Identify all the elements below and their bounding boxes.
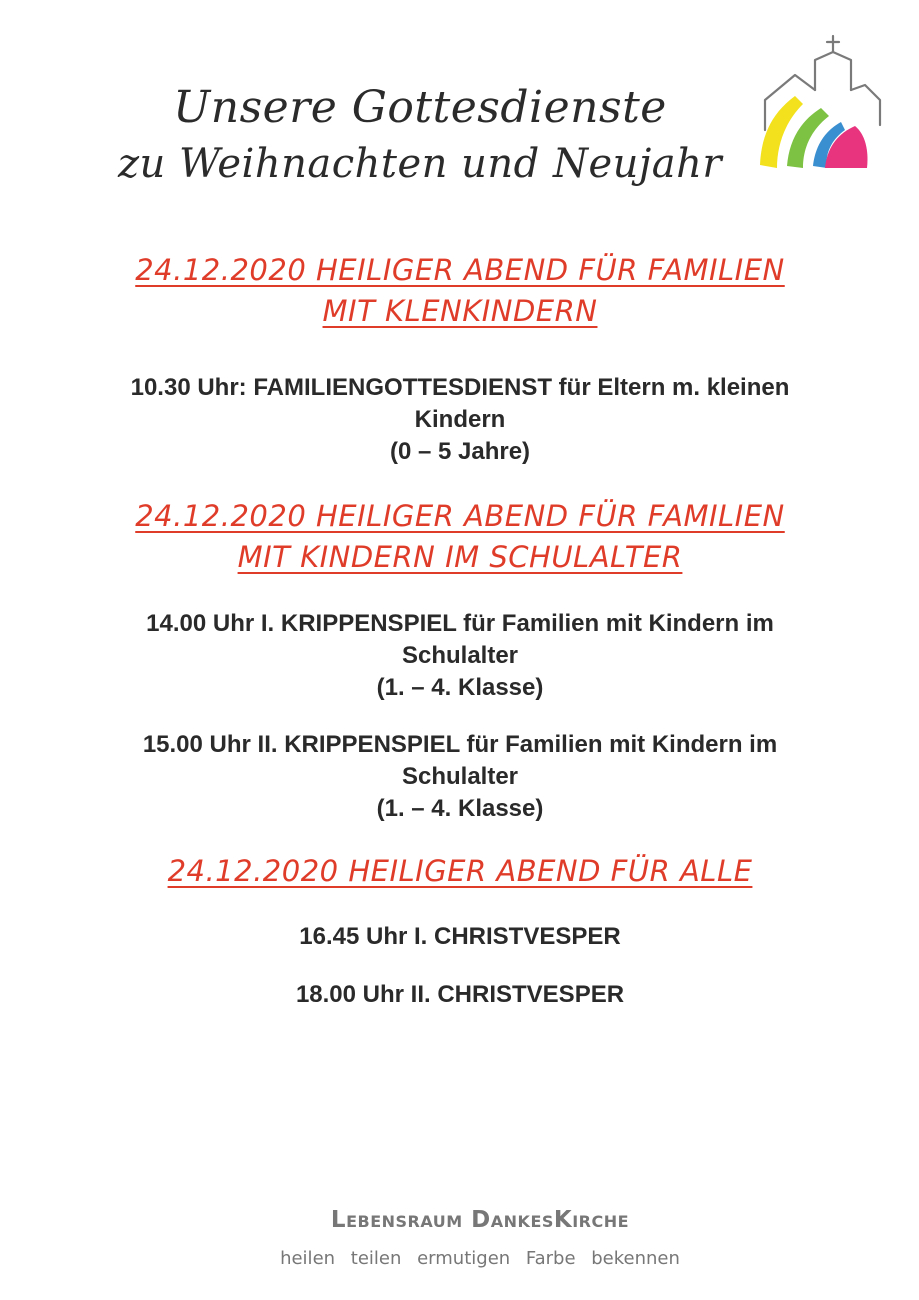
entry-line: 14.00 Uhr I. KRIPPENSPIEL für Familien mit Kindern im bbox=[146, 610, 774, 637]
service-entry-christvesper-2 bbox=[40, 979, 880, 1011]
entry-line: Schulalter bbox=[401, 642, 519, 669]
entry-line: (0 – 5 Jahre) bbox=[389, 438, 531, 465]
footer-brand: Lebensraum DankesKirche bbox=[330, 1207, 630, 1233]
page-title bbox=[80, 78, 760, 190]
entry-line: 18.00 Uhr II. CHRISTVESPER bbox=[295, 981, 625, 1008]
section-heading-line: 24.12.2020 HEILIGER ABEND FÜR FAMILIEN bbox=[135, 499, 785, 533]
service-entry-familiengottesdienst bbox=[40, 372, 880, 468]
section-heading-alle bbox=[40, 851, 880, 892]
service-entry-christvesper-1 bbox=[40, 921, 880, 953]
entry-line: 10.30 Uhr: FAMILIENGOTTESDIENST für Eltern m. kleinen bbox=[130, 374, 790, 401]
entry-line: Schulalter bbox=[401, 763, 519, 790]
service-entry-krippenspiel-2 bbox=[40, 729, 880, 825]
entry-line: (1. – 4. Klasse) bbox=[376, 674, 544, 701]
section-heading-line: 24.12.2020 HEILIGER ABEND FÜR FAMILIEN bbox=[135, 253, 785, 287]
section-heading-line: 24.12.2020 HEILIGER ABEND FÜR ALLE bbox=[167, 854, 753, 888]
section-heading-familien-kleinkinder bbox=[40, 250, 880, 332]
footer-tagline: heilen teilen ermutigen Farbe bekennen bbox=[280, 1248, 680, 1269]
section-heading-line: MIT KINDERN IM SCHULALTER bbox=[237, 540, 683, 574]
entry-line: 15.00 Uhr II. KRIPPENSPIEL für Familien mit Kindern im bbox=[142, 731, 778, 758]
title-line-1: Unsere Gottesdienste bbox=[173, 82, 667, 133]
entry-line: (1. – 4. Klasse) bbox=[376, 795, 544, 822]
entry-line: 16.45 Uhr I. CHRISTVESPER bbox=[299, 923, 621, 950]
section-heading-familien-schulalter bbox=[40, 496, 880, 578]
title-line-2: zu Weihnachten und Neujahr bbox=[117, 141, 723, 187]
church-rainbow-logo-icon bbox=[755, 30, 890, 170]
section-heading-line: MIT KLENKINDERN bbox=[322, 294, 598, 328]
entry-line: Kindern bbox=[414, 406, 506, 433]
service-entry-krippenspiel-1 bbox=[40, 608, 880, 704]
